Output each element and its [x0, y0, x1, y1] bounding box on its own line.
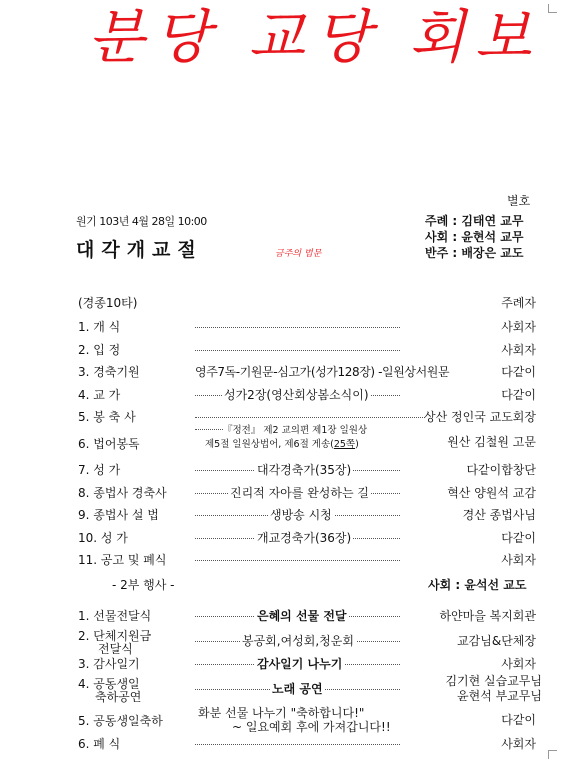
program-item-label: 6. 폐 식	[78, 737, 121, 751]
program-item-label: 5. 봉 축 사	[78, 410, 136, 424]
program-item-right: 사회자	[501, 657, 536, 671]
program-item-label: 5. 공동생일축하	[78, 714, 163, 728]
scripture-reference	[195, 425, 367, 436]
host-role: 사회 : 윤현석 교무	[425, 230, 524, 244]
scripture-line-1: 『정전』 제2 교의편 제1장 일원상	[223, 425, 368, 436]
program-item-label: 8. 종법사 경축사	[78, 486, 167, 500]
program-item-label: 3. 감사일기	[78, 657, 140, 671]
program-item-right: 상산 정인국 교도회장	[424, 410, 536, 424]
special-sermon-label: 금주의 법문	[275, 249, 322, 259]
section-bell-right: 주례자	[501, 296, 536, 310]
program-item-right: 다같이	[501, 531, 536, 545]
program-item-right: 다같이	[501, 365, 536, 379]
program-item-label: 11. 공고 및 폐식	[78, 553, 167, 567]
page-reference: 25쪽	[333, 439, 356, 450]
program-item-label: 3. 경축기원	[78, 365, 140, 379]
program-item-label: 2. 입 정	[78, 343, 121, 357]
section-bell: (경종10타)	[78, 296, 138, 310]
program-item-right: 교감님&단체장	[457, 634, 536, 648]
program-item-right: 사회자	[501, 320, 536, 334]
program-item-label: 10. 성 가	[78, 531, 128, 545]
program-item-right: 사회자	[501, 343, 536, 357]
part2-host: 사회 : 윤석선 교도	[428, 578, 527, 592]
program-item-center: 진리적 자아를 완성하는 길	[230, 486, 369, 500]
scripture-reference-line-2: 제5절 일원상법어, 제6절 게송(25쪽)	[205, 439, 359, 450]
program-item-label: 9. 종법사 설 법	[78, 508, 159, 522]
dotted-leader	[195, 744, 400, 745]
program-item-right: 경산 종법사님	[462, 508, 536, 522]
program-item-right: 다같이	[501, 713, 536, 727]
dotted-leader	[195, 327, 400, 328]
newsletter-banner: 분당 교당 회보	[88, 3, 542, 71]
page-corner-mark	[548, 4, 557, 13]
program-item-right: 사회자	[501, 553, 536, 567]
program-item-label: 7. 성 가	[78, 463, 121, 477]
program-item-center: 은혜의 선물 전달	[257, 609, 347, 623]
dotted-leader	[195, 560, 400, 561]
program-item-label: 2. 단체지원금	[78, 629, 152, 643]
program-item-center-line-2: ~ 일요예회 후에 가져갑니다!!	[232, 720, 391, 734]
program-item-center: 감사일기 나누기	[257, 657, 343, 671]
program-item-center: 대각경축가(35장)	[257, 463, 352, 477]
program-item-center: 생방송 시청	[270, 508, 332, 522]
program-item-right: 혁산 양원석 교감	[447, 486, 536, 500]
program-item-label-line-2: 축하공연	[95, 690, 142, 704]
program-item-right: 다같이합창단	[466, 463, 536, 477]
service-date: 원기 103년 4월 28일 10:00	[76, 215, 207, 228]
program-item-label-line-2: 전달식	[98, 642, 133, 656]
program-item-center: 영주7독-기원문-심고가(성가128장) -일원상서원문	[195, 365, 450, 379]
program-item-label: 6. 법어봉독	[78, 437, 140, 451]
program-item-right: 다같이	[501, 388, 536, 402]
program-item-right: 원산 김철원 고문	[447, 435, 536, 449]
program-item-center: 봉공회,여성회,청운회	[242, 634, 354, 648]
program-item-label: 4. 공동생일	[78, 677, 140, 691]
program-item-label: 4. 교 가	[78, 388, 121, 402]
edition-label: 별호	[507, 194, 531, 208]
dotted-leader	[195, 417, 425, 418]
program-item-center: 성가2장(영산회상봄소식이)	[224, 388, 369, 402]
program-item-label: 1. 개 식	[78, 320, 121, 334]
officiant-role: 주례 : 김태연 교무	[425, 214, 524, 228]
page-corner-mark	[548, 750, 557, 759]
program-item-right: 김기현 실습교무님	[445, 674, 542, 688]
program-item-right-line-2: 윤현석 부교무님	[457, 689, 542, 703]
program-item-center: 노래 공연	[272, 682, 323, 696]
program-item-center: 화분 선물 나누기 "축하합니다!"	[198, 706, 365, 720]
program-item-label: 1. 선물전달식	[78, 609, 152, 623]
accompanist-role: 반주 : 배장은 교도	[425, 246, 524, 260]
program-item-right: 사회자	[501, 737, 536, 751]
service-title: 대각개교절	[76, 239, 203, 261]
program-item-center: 개교경축가(36장)	[257, 531, 352, 545]
part2-heading: - 2부 행사 -	[112, 578, 175, 592]
program-item-right: 하얀마을 복지회관	[439, 609, 536, 623]
dotted-leader	[195, 350, 400, 351]
